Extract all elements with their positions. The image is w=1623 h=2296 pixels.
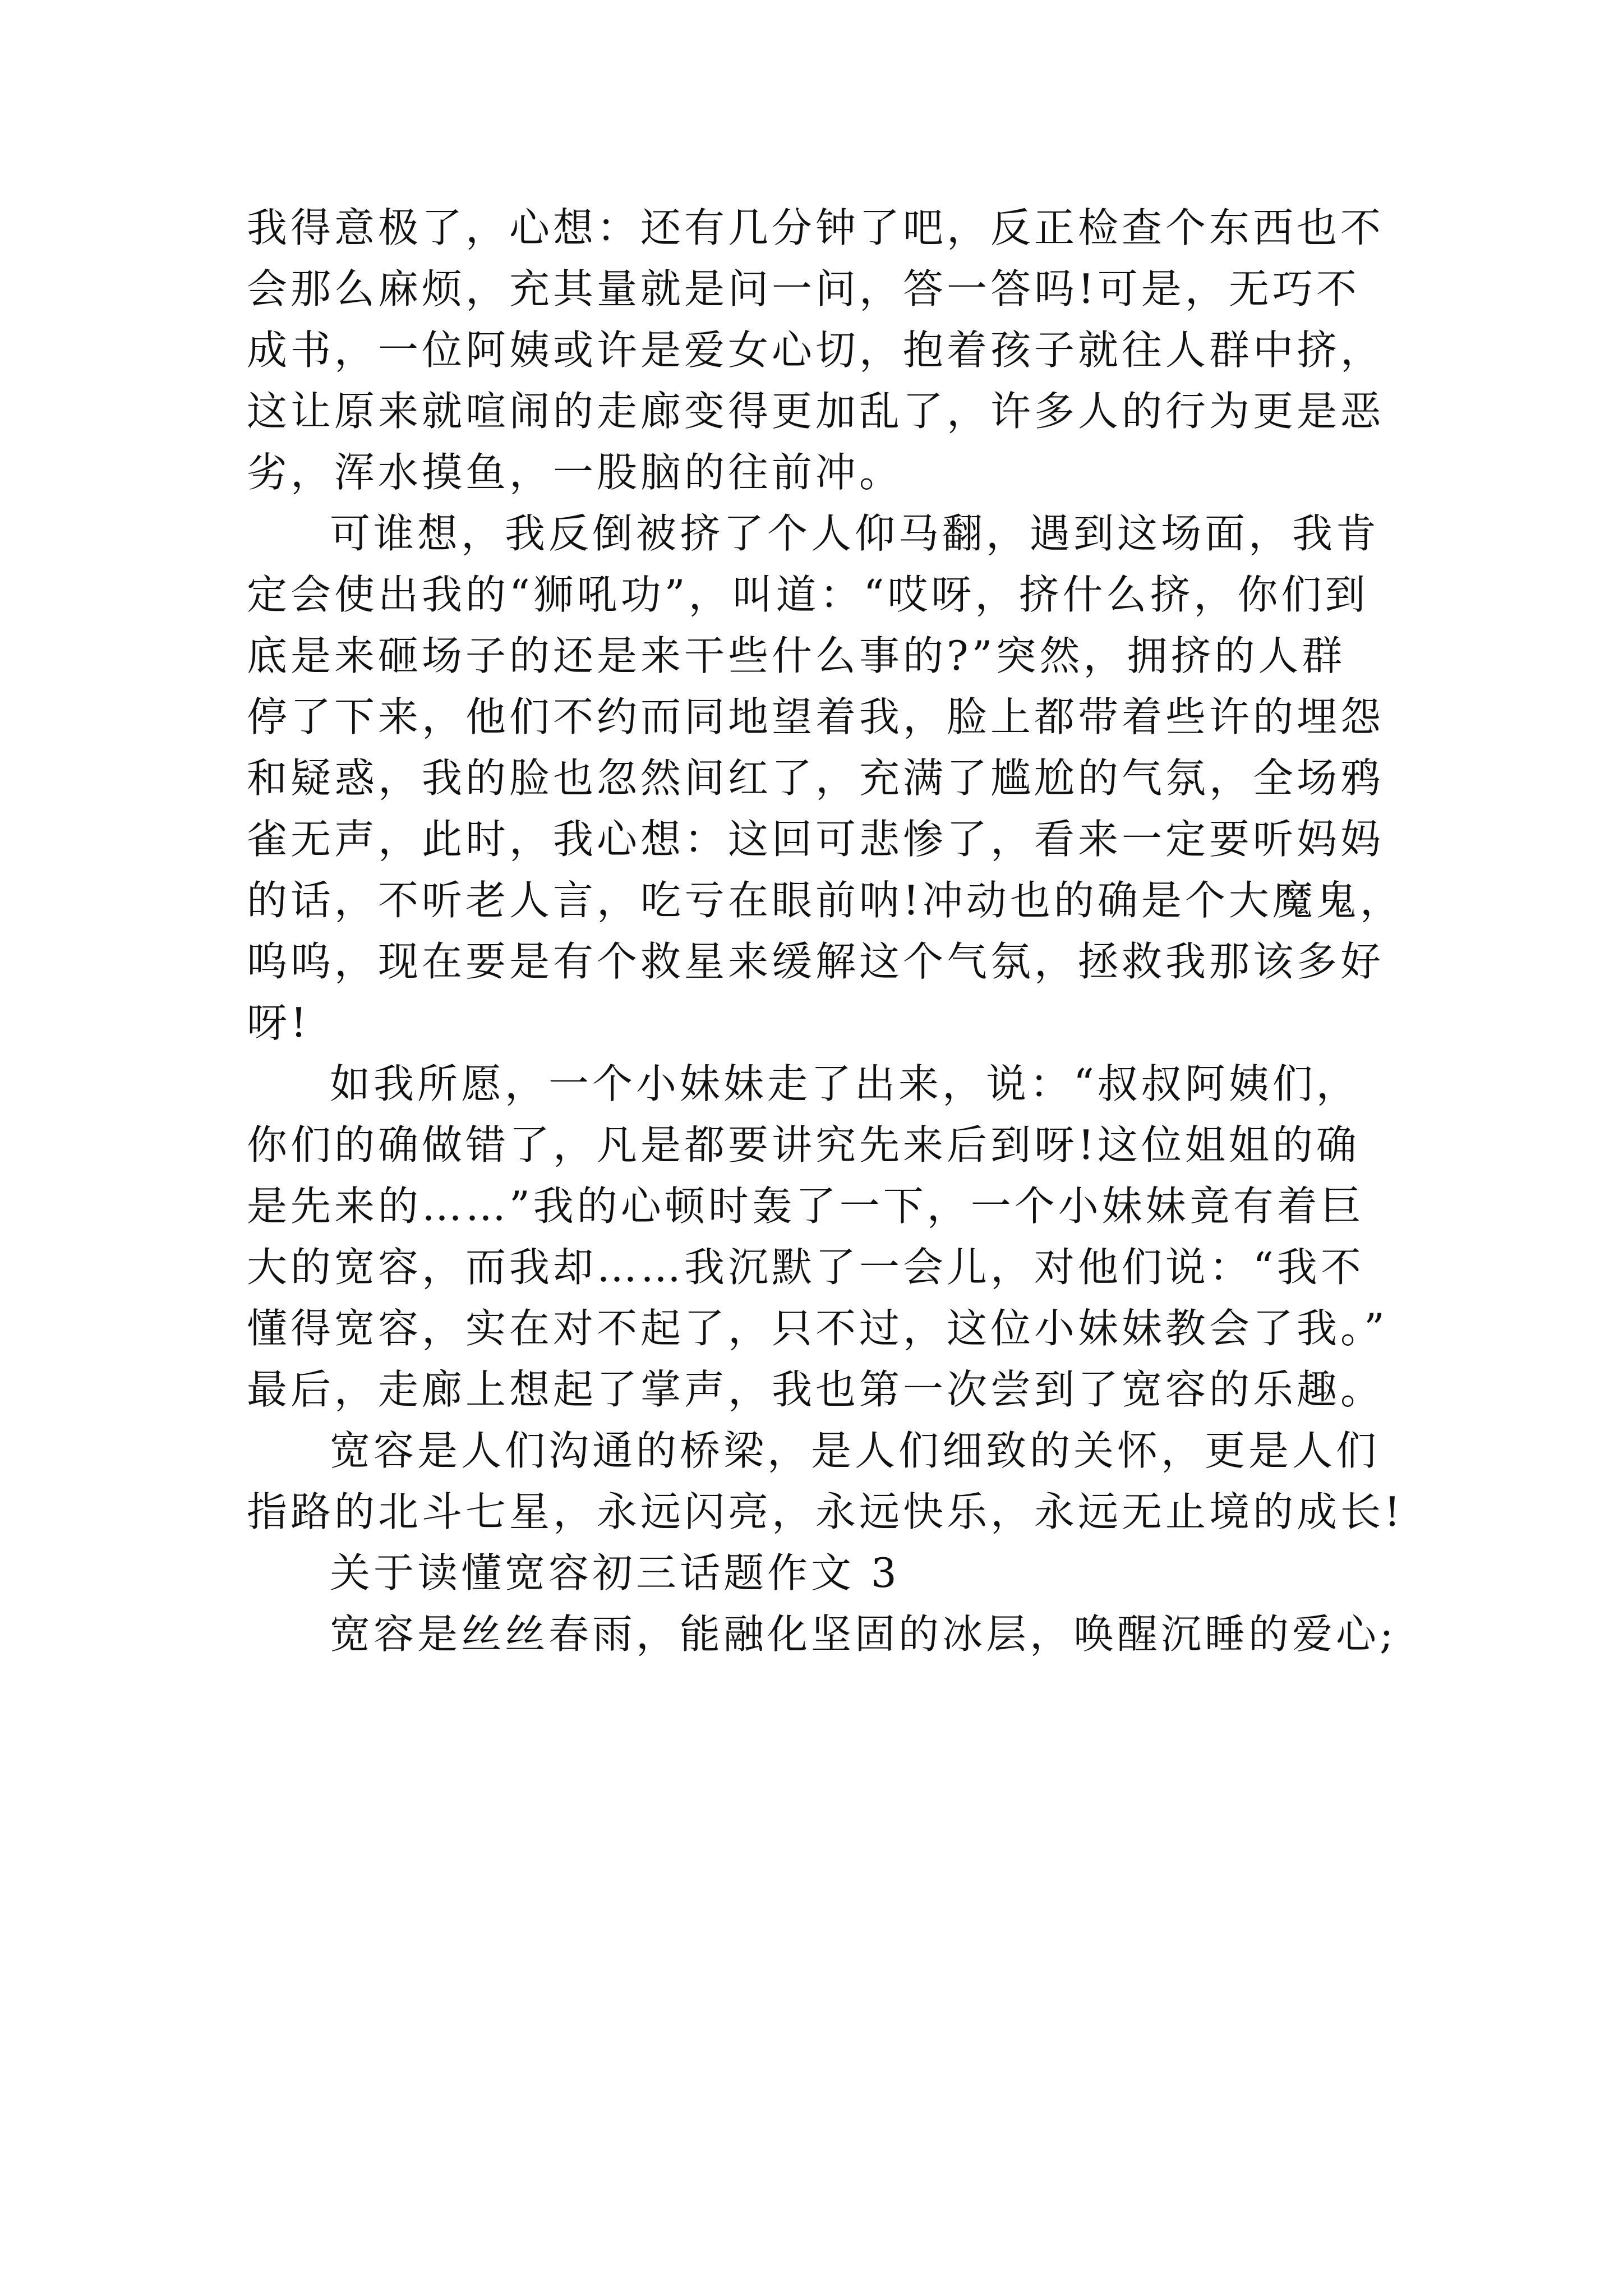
text-line: 底是来砸场子的还是来干些什么事的?”突然，拥挤的人群	[247, 632, 1346, 679]
paragraph-start-line: 可谁想，我反倒被挤了个人仰马翻，遇到这场面，我肯	[330, 510, 1380, 557]
text-line: 我得意极了，心想：还有几分钟了吧，反正检查个东西也不	[247, 204, 1385, 251]
text-line: 呜呜，现在要是有个救星来缓解这个气氛，拯救我那该多好	[247, 938, 1385, 985]
text-line: 和疑惑，我的脸也忽然间红了，充满了尴尬的气氛，全场鸦	[247, 754, 1385, 802]
text-line: 呀!	[247, 999, 310, 1046]
paragraph-start-line: 如我所愿，一个小妹妹走了出来，说：“叔叔阿姨们，	[330, 1060, 1360, 1107]
text-line: 停了下来，他们不约而同地望着我，脸上都带着些许的埋怨	[247, 693, 1385, 740]
essay-text	[247, 197, 1404, 1665]
text-line: 大的宽容，而我却……我沉默了一会儿，对他们说：“我不	[247, 1244, 1364, 1291]
text-line: 懂得宽容，实在对不起了，只不过，这位小妹妹教会了我。”	[247, 1305, 1388, 1352]
text-line: 会那么麻烦，充其量就是问一问，答一答吗!可是，无巧不	[247, 265, 1360, 312]
text-line: 这让原来就喧闹的走廊变得更加乱了，许多人的行为更是恶	[247, 388, 1385, 435]
paragraph-start-line: 宽容是丝丝春雨，能融化坚固的冰层，唤醒沉睡的爱心;	[330, 1611, 1397, 1658]
text-line: 你们的确做错了，凡是都要讲究先来后到呀!这位姐姐的确	[247, 1121, 1360, 1168]
section-heading: 关于读懂宽容初三话题作文 3	[330, 1549, 900, 1596]
text-line: 劣，浑水摸鱼，一股脑的往前冲。	[247, 449, 903, 496]
text-line: 最后，走廊上想起了掌声，我也第一次尝到了宽容的乐趣。	[247, 1366, 1385, 1413]
text-line: 的话，不听老人言，吃亏在眼前呐!冲动也的确是个大魔鬼，	[247, 877, 1404, 924]
paragraph-start-line: 宽容是人们沟通的桥梁，是人们细致的关怀，更是人们	[330, 1427, 1380, 1474]
text-line: 指路的北斗七星，永远闪亮，永远快乐，永远无止境的成长!	[247, 1488, 1404, 1535]
text-line: 是先来的……”我的心顿时轰了一下，一个小妹妹竟有着巨	[247, 1182, 1364, 1230]
text-line: 雀无声，此时，我心想：这回可悲惨了，看来一定要听妈妈	[247, 816, 1385, 863]
text-line: 定会使出我的“狮吼功”，叫道：“哎呀，挤什么挤，你们到	[247, 571, 1369, 618]
text-line: 成书，一位阿姨或许是爱女心切，抱着孩子就往人群中挤，	[247, 326, 1385, 374]
